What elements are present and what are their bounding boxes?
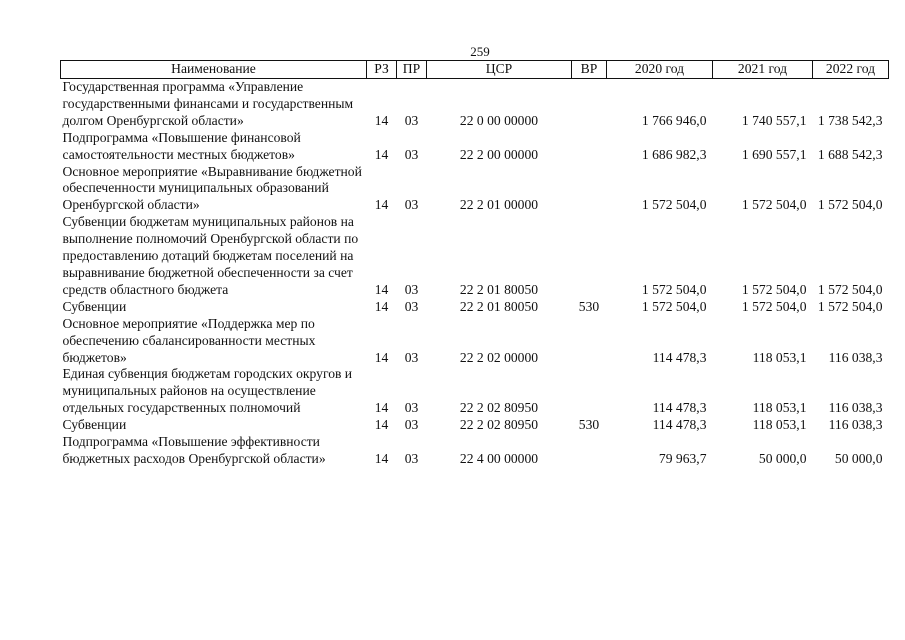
table-row <box>61 299 889 316</box>
row-csr: 22 2 02 00000 <box>459 349 539 365</box>
row-amount-2022: 50 000,0 <box>834 450 883 466</box>
row-amount-2022: 1 572 504,0 <box>817 197 883 213</box>
row-pr: 03 <box>404 197 419 213</box>
row-amount-2022: 1 738 542,3 <box>817 112 883 128</box>
row-csr: 22 4 00 00000 <box>459 450 539 466</box>
column-header-csr: ЦСР <box>427 61 572 79</box>
table-row <box>61 214 889 299</box>
row-csr: 22 0 00 00000 <box>459 112 539 128</box>
column-header-name: Наименование <box>61 61 367 79</box>
row-name: Основное мероприятие «Выравнивание бюджетной обеспеченности муниципальных образований Оренбургской области» <box>62 163 362 213</box>
row-name: Основное мероприятие «Поддержка мер по обеспечению сбалансированности местных бюджетов» <box>62 315 316 365</box>
row-amount-2021: 118 053,1 <box>752 417 807 433</box>
row-vr: 530 <box>578 417 600 433</box>
row-vr <box>572 366 607 417</box>
row-csr: 22 2 01 00000 <box>459 197 539 213</box>
row-vr: 530 <box>578 298 600 314</box>
row-rz: 14 <box>374 197 389 213</box>
row-name: Подпрограмма «Повышение эффективности бюджетных расходов Оренбургской области» <box>62 434 326 466</box>
row-amount-2022: 1 688 542,3 <box>817 146 883 162</box>
row-amount-2020: 114 478,3 <box>652 417 707 433</box>
row-rz: 14 <box>374 450 389 466</box>
row-amount-2020: 1 572 504,0 <box>641 298 707 314</box>
row-csr: 22 2 02 80950 <box>459 417 539 433</box>
row-rz: 14 <box>374 281 389 297</box>
row-pr: 03 <box>404 146 419 162</box>
column-header-2020: 2020 год <box>607 61 713 79</box>
row-amount-2021: 1 690 557,1 <box>741 146 807 162</box>
row-amount-2022: 116 038,3 <box>828 349 883 365</box>
row-amount-2020: 1 766 946,0 <box>641 112 707 128</box>
row-amount-2020: 114 478,3 <box>652 349 707 365</box>
table-row <box>61 79 889 130</box>
row-vr <box>572 214 607 299</box>
table-row <box>61 417 889 434</box>
row-rz: 14 <box>374 298 389 314</box>
row-amount-2022: 116 038,3 <box>828 417 883 433</box>
table-row <box>61 130 889 164</box>
column-header-2022: 2022 год <box>813 61 889 79</box>
row-pr: 03 <box>404 450 419 466</box>
row-pr: 03 <box>404 298 419 314</box>
row-amount-2021: 1 572 504,0 <box>741 298 807 314</box>
row-amount-2021: 50 000,0 <box>758 450 807 466</box>
row-vr <box>572 130 607 164</box>
page-number: 259 <box>470 44 490 59</box>
row-rz: 14 <box>374 417 389 433</box>
row-pr: 03 <box>404 349 419 365</box>
row-name: Подпрограмма «Повышение финансовой самостоятельности местных бюджетов» <box>62 129 301 162</box>
row-amount-2022: 116 038,3 <box>828 400 883 416</box>
table-row <box>61 366 889 417</box>
row-amount-2020: 79 963,7 <box>658 450 707 466</box>
row-amount-2022: 1 572 504,0 <box>817 298 883 314</box>
row-amount-2021: 1 572 504,0 <box>741 197 807 213</box>
table-row <box>61 316 889 367</box>
row-name: Государственная программа «Управление государственными финансами и государственным долгом Оренбургской области» <box>62 79 354 128</box>
row-vr <box>572 164 607 215</box>
row-pr: 03 <box>404 400 419 416</box>
row-csr: 22 2 02 80950 <box>459 400 539 416</box>
row-csr: 22 2 01 80050 <box>459 281 539 297</box>
column-header-pr: ПР <box>397 61 427 79</box>
table-header-row <box>61 61 889 79</box>
row-amount-2021: 118 053,1 <box>752 349 807 365</box>
row-pr: 03 <box>404 417 419 433</box>
row-name: Субвенции бюджетам муниципальных районов на выполнение полномочий Оренбургской области по предоставлению дотаций бюджетам поселений на выравнивание бюджетной обеспеченности за счет средств областного бюджета <box>62 214 359 297</box>
row-csr: 22 2 00 00000 <box>459 146 539 162</box>
row-amount-2020: 1 572 504,0 <box>641 281 707 297</box>
row-amount-2021: 118 053,1 <box>752 400 807 416</box>
row-pr: 03 <box>404 281 419 297</box>
row-amount-2020: 114 478,3 <box>652 400 707 416</box>
column-header-vr: ВР <box>572 61 607 79</box>
budget-table <box>60 60 889 468</box>
row-name: Субвенции <box>62 298 127 314</box>
row-rz: 14 <box>374 400 389 416</box>
row-name: Субвенции <box>62 417 127 433</box>
row-rz: 14 <box>374 146 389 162</box>
column-header-rz: РЗ <box>367 61 397 79</box>
row-name: Единая субвенция бюджетам городских округов и муниципальных районов на осуществление отдельных государственных полномочий <box>62 366 353 416</box>
row-amount-2021: 1 740 557,1 <box>741 112 807 128</box>
table-row <box>61 164 889 215</box>
row-amount-2022: 1 572 504,0 <box>817 281 883 297</box>
row-rz: 14 <box>374 112 389 128</box>
table-row <box>61 434 889 468</box>
row-amount-2020: 1 686 982,3 <box>641 146 707 162</box>
row-amount-2020: 1 572 504,0 <box>641 197 707 213</box>
row-pr: 03 <box>404 112 419 128</box>
row-vr <box>572 316 607 367</box>
row-csr: 22 2 01 80050 <box>459 298 539 314</box>
column-header-2021: 2021 год <box>713 61 813 79</box>
row-vr <box>572 434 607 468</box>
row-vr <box>572 79 607 130</box>
row-amount-2021: 1 572 504,0 <box>741 281 807 297</box>
row-rz: 14 <box>374 349 389 365</box>
